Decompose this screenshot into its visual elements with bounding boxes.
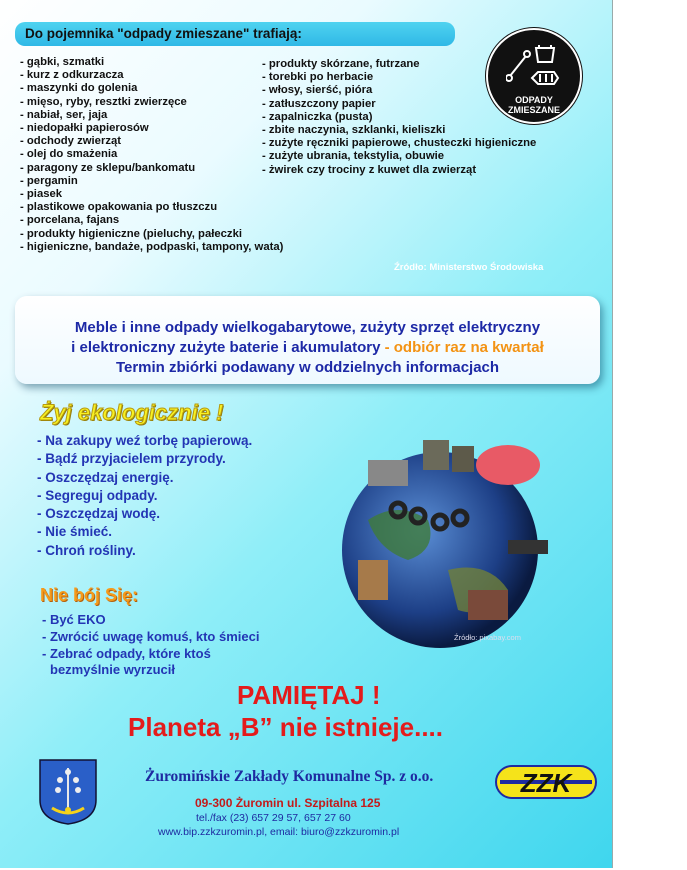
source-ministry: Źródło: Ministerstwo Środowiska bbox=[394, 262, 544, 273]
waste-list-item: - higieniczne, bandaże, podpaski, tampony, wata) bbox=[20, 240, 284, 253]
eco-tip-item: - Bądź przyjacielem przyrody. bbox=[37, 451, 226, 467]
zzk-logo-text: ZZK bbox=[520, 768, 572, 798]
mixed-waste-badge bbox=[486, 28, 582, 124]
waste-list-item: - niedopałki papierosów bbox=[20, 122, 149, 135]
waste-list-item: - włosy, sierść, pióra bbox=[262, 84, 373, 97]
waste-list-item: - piasek bbox=[20, 188, 63, 201]
info-line-1: Meble i inne odpady wielkogabarytowe, zużyty sprzęt elektryczny bbox=[74, 319, 541, 336]
company-web-email: www.bip.zzkzuromin.pl, email: biuro@zzkzuromin.pl bbox=[158, 826, 400, 838]
waste-list-item: - żwirek czy trociny z kuwet dla zwierząt bbox=[262, 163, 477, 176]
eco-tip-item: - Segreguj odpady. bbox=[37, 487, 158, 503]
company-phone: tel./fax (23) 657 29 57, 657 27 60 bbox=[196, 812, 351, 824]
waste-list-item: - mięso, ryby, resztki zwierzęce bbox=[20, 95, 187, 108]
waste-icons-icon bbox=[506, 42, 562, 92]
waste-list-item: - torebki po herbacie bbox=[262, 71, 374, 84]
company-name: Żuromińskie Zakłady Komunalne Sp. z o.o. bbox=[145, 768, 434, 785]
fear-list-item: - Zwrócić uwagę komuś, kto śmieci bbox=[42, 628, 260, 644]
badge-label: ODPADY ZMIESZANE bbox=[507, 95, 560, 115]
eco-tip-item: - Oszczędzaj wodę. bbox=[37, 506, 161, 522]
earth-waste-illustration bbox=[328, 430, 553, 655]
bulky-waste-info-box bbox=[15, 296, 600, 384]
eco-tip-item: - Na zakupy weź torbę papierową. bbox=[37, 433, 253, 448]
waste-list-item: - kurz z odkurzacza bbox=[20, 69, 124, 82]
waste-list-item: - paragony ze sklepu/bankomatu bbox=[20, 161, 196, 174]
waste-list-item: - zatłuszczony papier bbox=[262, 97, 376, 110]
waste-list-item: - produkty skórzane, futrzane bbox=[262, 58, 420, 70]
waste-list-item: - produkty higieniczne (pieluchy, pałeczki bbox=[20, 227, 243, 240]
waste-list-item: - pergamin bbox=[20, 174, 78, 187]
fear-list bbox=[42, 612, 259, 679]
header-title: Do pojemnika "odpady zmieszane" trafiają: bbox=[15, 22, 455, 46]
waste-list-item: - maszynki do golenia bbox=[20, 82, 138, 95]
waste-list-item: - gąbki, szmatki bbox=[20, 56, 105, 68]
eco-tip-item: - Oszczędzaj energię. bbox=[37, 469, 174, 485]
waste-list-item: - odchody zwierząt bbox=[20, 135, 122, 148]
fear-list-item: - Zebrać odpady, które ktoś bbox=[42, 645, 211, 661]
image-source: Źródło: pixabay.com bbox=[454, 633, 521, 642]
company-address: 09-300 Żuromin ul. Szpitalna 125 bbox=[195, 796, 381, 810]
waste-list-item: - zapalniczka (pusta) bbox=[262, 110, 373, 123]
info-line-3: Termin zbiórki podawany w oddzielnych informacjach bbox=[115, 359, 500, 376]
fear-title: Nie bój Się: bbox=[40, 585, 139, 605]
waste-list-item: - olej do smażenia bbox=[20, 148, 118, 161]
eco-tips-list bbox=[37, 432, 252, 560]
waste-list-item: - zużyte ubrania, tekstylia, obuwie bbox=[262, 150, 445, 163]
fear-list-item: - Być EKO bbox=[42, 612, 106, 627]
waste-list-item: - zbite naczynia, szklanki, kieliszki bbox=[262, 124, 446, 137]
waste-list-item: - zużyte ręczniki papierowe, chusteczki higieniczne bbox=[262, 137, 537, 150]
zzk-logo bbox=[494, 762, 598, 802]
info-line-2: i elektroniczny zużyte baterie i akumulatory - odbiór raz na kwartał bbox=[71, 339, 544, 356]
remember-heading: PAMIĘTAJ ! bbox=[237, 680, 381, 710]
waste-list-left bbox=[20, 56, 283, 254]
eco-tip-item: - Nie śmieć. bbox=[37, 524, 113, 540]
eco-title: Żyj ekologicznie ! bbox=[40, 400, 224, 425]
waste-list-item: - porcelana, fajans bbox=[20, 214, 120, 227]
fear-list-item: bezmyślnie wyrzucił bbox=[50, 662, 175, 678]
waste-list-item: - nabiał, ser, jaja bbox=[20, 108, 108, 121]
planet-b-heading: Planeta „B” nie istnieje.... bbox=[128, 712, 443, 742]
eco-tip-item: - Chroń rośliny. bbox=[37, 542, 136, 558]
waste-list-item: - plastikowe opakowania po tłuszczu bbox=[20, 201, 218, 214]
zuromin-crest-icon bbox=[38, 758, 98, 826]
